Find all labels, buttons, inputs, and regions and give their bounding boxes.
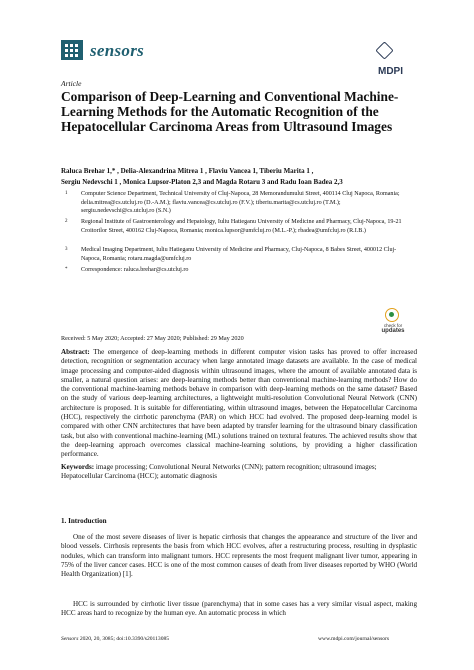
publisher-logo	[378, 43, 412, 77]
author-line-2: Sergiu Nedevschi 1 , Monica Lupsor-Platon 2,3 and Magda Rotaru 3 and Radu Ioan Badea 2,3	[61, 177, 343, 186]
abstract-text: The emergence of deep-learning methods in different computer vision tasks has proved to offer increased detection, recognition or segmentation accuracy when large annotated image datasets are available. In the case of medical image processing and computer-aided diagnosis within ultrasound images, where the amount of available annotated data is smaller, a natural question arises: are deep-learning methods better than conventional machine-learning methods? How do the conventional machine-learning methods behave in comparison with deep-learning methods on the same dataset? Based on the study of various deep-learning architectures, a lightweight multi-resolution Convolutional Neural Network (CNN) architecture is proposed. It is suitable for differentiating, within ultrasound images, between the Hepatocellular Carcinoma (HCC), respectively the cirrhotic parenchyma (PAR) on which HCC had evolved. The proposed deep-learning model is compared with other CNN architectures that have been adapted by transfer learning for the ultrasound binary classification task, but also with conventional machine-learning (ML) solutions trained on textural features. The achieved results show that the deep-learning approach overcomes classical machine-learning solutions, by providing a higher classification performance.	[61, 348, 417, 459]
affiliation-3: 3 Medical Imaging Department, Iuliu Hatieganu University of Medicine and Pharmacy, Cluj-Napoca, 8 Babes Street, 400012 Cluj-Napoca, Romania; rotaru.magda@umfcluj.ro	[65, 247, 397, 262]
footer-url[interactable]: www.mdpi.com/journal/sensors	[318, 636, 390, 642]
publication-dates: Received: 5 May 2020; Accepted: 27 May 2020; Published: 29 May 2020	[61, 335, 244, 342]
affiliation-2: 2 Regional Institute of Gastroenterology and Hepatology, Iuliu Hatieganu University of Medicine and Pharmacy, Cluj-Napoca, 19-21 Croitorilor Street, 400162 Cluj-Napoca, Romania; monica.lupsor@umfcluj.ro (M.L.-P.); rbadea@umfcluj.ro (R.I.B.)	[65, 219, 402, 234]
section-heading: 1. Introduction	[61, 517, 107, 525]
paragraph-2: HCC is surrounded by cirrhotic liver tissue (parenchyma) that in some cases has a very similar visual aspect, making HCC areas hard to recognize by the human eye. An automatic process in which	[61, 600, 417, 618]
journal-logo-icon	[61, 40, 83, 60]
publisher-name: MDPI	[378, 66, 403, 77]
author-line-1: Raluca Brehar 1,* , Delia-Alexandrina Mitrea 1 , Flaviu Vancea 1, Tiberiu Marita 1 ,	[61, 167, 314, 175]
updates-line-2: updates	[381, 328, 405, 334]
keywords	[61, 463, 417, 482]
author-list	[61, 166, 411, 187]
affiliation-1: 1 Computer Science Department, Technical University of Cluj-Napoca, 28 Memorandumului Street, 400114 Cluj Napoca, Romania; delia.mitrea@cs.utcluj.ro (D.-A.M.); flaviu.vancea@cs.utcluj.ro (F.V.); tiberiu.marita@cs.utcluj.ro (T.M.); sergiu.nedevschi@cs.utcluj.ro (S.N.)	[65, 191, 400, 215]
footer-journal: Sensors	[61, 636, 79, 642]
journal-name: sensors	[90, 41, 145, 60]
check-for-updates-badge[interactable]	[369, 308, 417, 336]
paper-title: Comparison of Deep-Learning and Conventional Machine-Learning Methods for the Automatic Recognition of the Hepatocellular Carcinoma Areas from Ultrasound Images	[61, 89, 399, 135]
footer-citation	[61, 636, 169, 642]
keywords-text: image processing; Convolutional Neural Networks (CNN); pattern recognition; ultrasound images; Hepatocellular Carcinoma (HCC); automatic diagnosis	[61, 463, 377, 481]
abstract-label: Abstract:	[61, 348, 90, 356]
footer-citation-rest: 2020, 20, 3085; doi:10.3390/s20113085	[79, 636, 170, 642]
paragraph-1: One of the most severe diseases of liver is hepatic cirrhosis that changes the appearance and structure of the liver and blood vessels. Cirrhosis represents the basis from which HCC evolves, after a restructuring process, resulting in dysplastic nodules, which can transform into malignant tumors. HCC represents the most frequent malignant liver tumor, appearing in 75% of the liver cancer cases. HCC is one of the most common causes of death from liver diseases reported by WHO (World Health Organization) [1].	[61, 533, 417, 579]
keywords-label: Keywords:	[61, 463, 95, 471]
correspondence: * Correspondence: raluca.brehar@cs.utcluj.ro	[65, 267, 189, 273]
mdpi-badge-icon	[375, 41, 393, 59]
updates-line-1: check for	[383, 323, 403, 328]
updates-icon	[385, 308, 399, 322]
abstract	[61, 348, 417, 460]
article-type: Article	[61, 79, 82, 88]
